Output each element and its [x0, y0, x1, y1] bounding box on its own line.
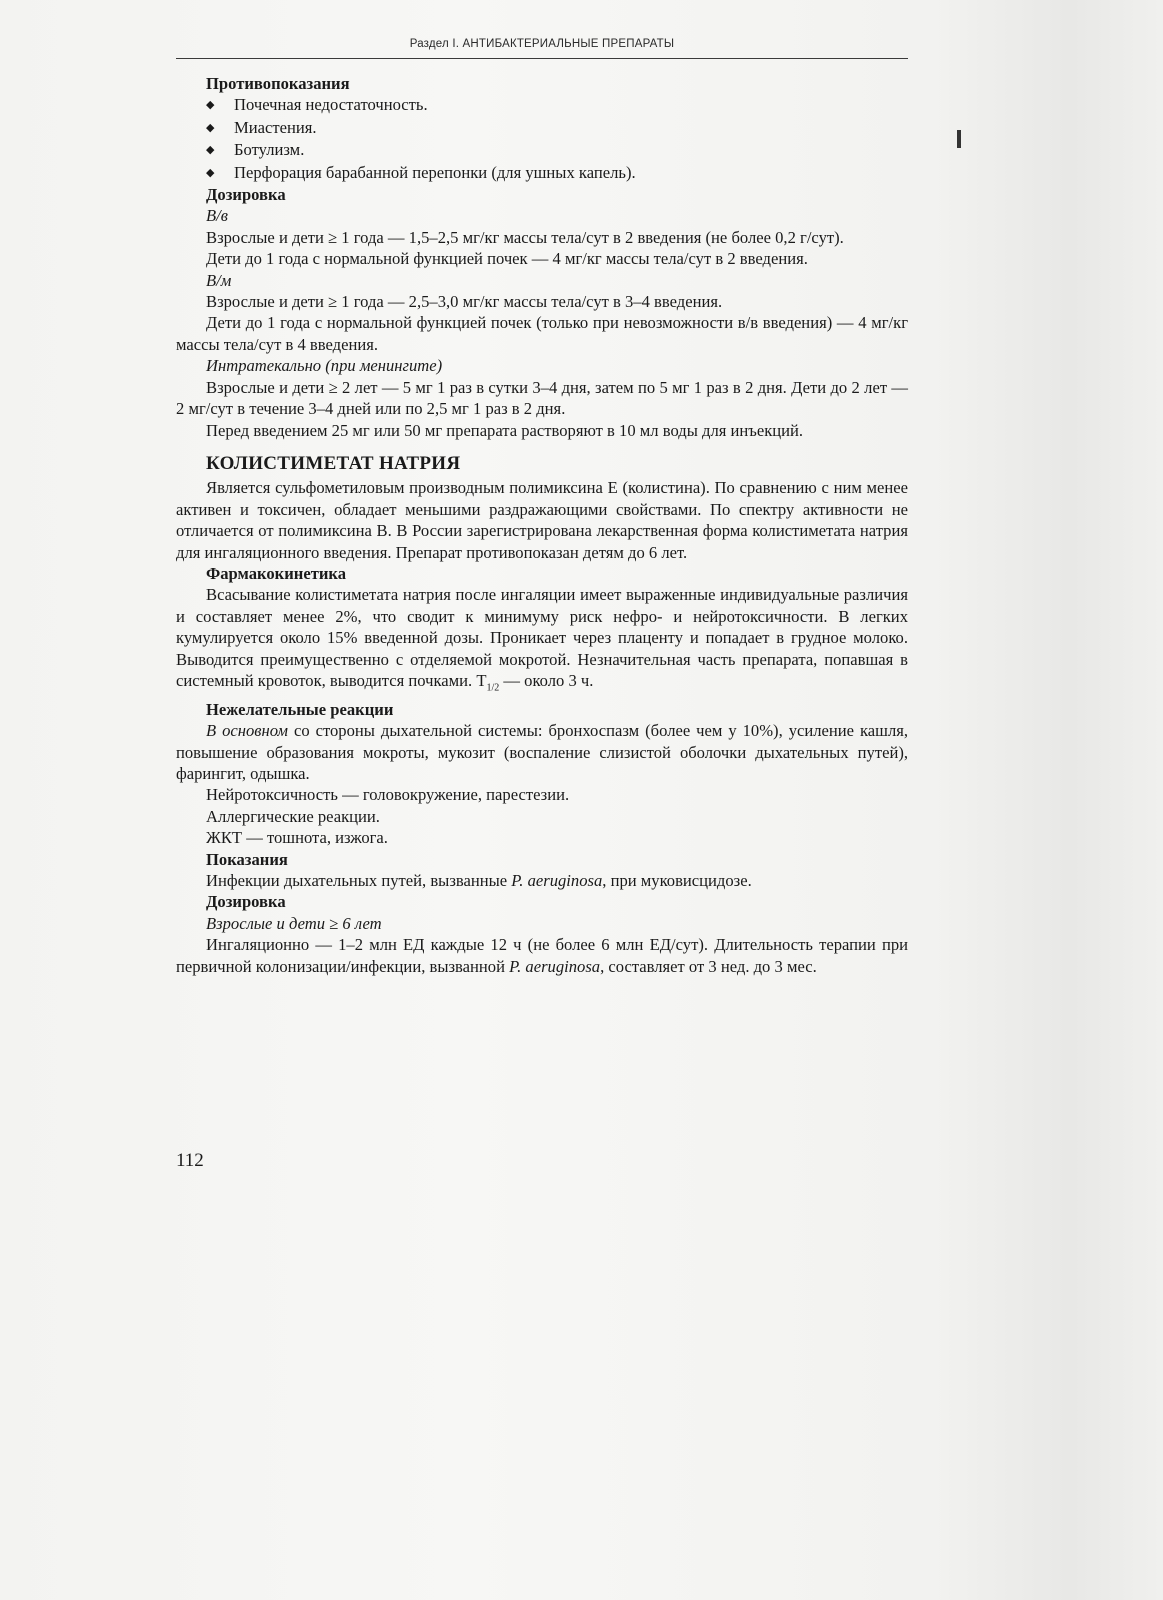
- colistimethate-intro: Является сульфометиловым производным полимиксина Е (колистина). По сравнению с ним менее активен и токсичен, обладает меньшими раздражающими свойствами. По спектру активности не отличается от полимиксина В. В России зарегистрирована лекарственная форма колистиметата натрия для ингаляционного введения. Препарат противопоказан детям до 6 лет.: [176, 478, 908, 562]
- intrathecal-label: Интратекально (при менингите): [206, 356, 443, 376]
- adverse-reactions-heading: Нежелательные реакции: [206, 699, 394, 719]
- adverse-reactions-text: В основном со стороны дыхательной системы: бронхоспазм (более чем у 10%), усиление кашля, повышение образования мокроты, мукозит (воспаление слизистой оболочки дыхательных путей), фарингит, одышка.: [176, 721, 909, 783]
- colistimethate-dosage-heading: Дозировка: [206, 892, 286, 912]
- contraindications-heading: Противопоказания: [206, 74, 350, 93]
- scan-mark: [957, 130, 961, 148]
- dosage-heading: Дозировка: [206, 185, 286, 205]
- iv-label: В/в: [206, 206, 228, 226]
- im-children-text: Дети до 1 года с нормальной функцией почек (только при невозможности в/в введения) — 4 мг/кг массы тела/сут в 4 введения.: [176, 313, 908, 354]
- indications-heading: Показания: [206, 849, 288, 869]
- page-body: [176, 73, 908, 977]
- im-adults-text: Взрослые и дети ≥ 1 года — 2,5–3,0 мг/кг массы тела/сут в 3–4 введения.: [206, 292, 723, 312]
- list-item: ◆ Ботулизм.: [176, 139, 908, 161]
- neurotoxicity-text: Нейротоксичность — головокружение, парестезии.: [206, 785, 570, 805]
- section-title-colistimethate: КОЛИСТИМЕТАТ НАТРИЯ: [206, 452, 461, 474]
- page-number: 112: [176, 1150, 204, 1171]
- list-item: ◆ Перфорация барабанной перепонки (для ушных капель).: [176, 162, 908, 184]
- dose-group-label: Взрослые и дети ≥ 6 лет: [206, 913, 382, 933]
- bullet-icon: ◆: [206, 99, 215, 112]
- pharmacokinetics-text: Всасывание колистиметата натрия после ингаляции имеет выраженные индивидуальные различия и составляет менее 2%, что сводит к минимуму риск нефро- и нейротоксичности. В легких кумулируется около 15% введенной дозы. Проникает через плаценту и попадает в грудное молоко. Выводится преимущественно с отделяемой мокротой. Незначительная часть препарата, попавшая в системный кровоток, выводится почками. $Т_{1/2}$ — около 3 ч.: [176, 585, 908, 694]
- gi-text: ЖКТ — тошнота, изжога.: [206, 828, 388, 848]
- bullet-icon: ◆: [206, 166, 215, 179]
- indications-text: Инфекции дыхательных путей, вызванные P. aeruginosa, при муковисцидозе.: [206, 870, 752, 890]
- header-rule: [176, 58, 908, 59]
- running-header: Раздел I. АНТИБАКТЕРИАЛЬНЫЕ ПРЕПАРАТЫ: [409, 38, 675, 50]
- iv-adults-text: Взрослые и дети ≥ 1 года — 1,5–2,5 мг/кг массы тела/сут в 2 введения (не более 0,2 г/сут).: [206, 227, 844, 247]
- list-item: ◆ Почечная недостаточность.: [176, 94, 908, 116]
- intrathecal-text: Взрослые и дети ≥ 2 лет — 5 мг 1 раз в сутки 3–4 дня, затем по 5 мг 1 раз в 2 дня. Дети до 2 лет — 2 мг/сут в течение 3–4 дней или по 2,5 мг 1 раз в 2 дня.: [176, 377, 908, 419]
- iv-children-text: Дети до 1 года с нормальной функцией почек — 4 мг/кг массы тела/сут в 2 введения.: [206, 249, 808, 269]
- im-label: В/м: [206, 270, 232, 290]
- list-item: ◆ Миастения.: [176, 117, 908, 139]
- dose-text: Ингаляционно — 1–2 млн ЕД каждые 12 ч (не более 6 млн ЕД/сут). Длительность терапии при первичной колонизации/инфекции, вызванной P. aeruginosa, составляет от 3 нед. до 3 мес.: [176, 935, 908, 976]
- pharmacokinetics-heading: Фармакокинетика: [206, 563, 347, 583]
- bullet-icon: ◆: [206, 121, 215, 134]
- preparation-text: Перед введением 25 мг или 50 мг препарата растворяют в 10 мл воды для инъекций.: [206, 420, 804, 440]
- bullet-icon: ◆: [206, 144, 215, 157]
- allergy-text: Аллергические реакции.: [206, 806, 380, 826]
